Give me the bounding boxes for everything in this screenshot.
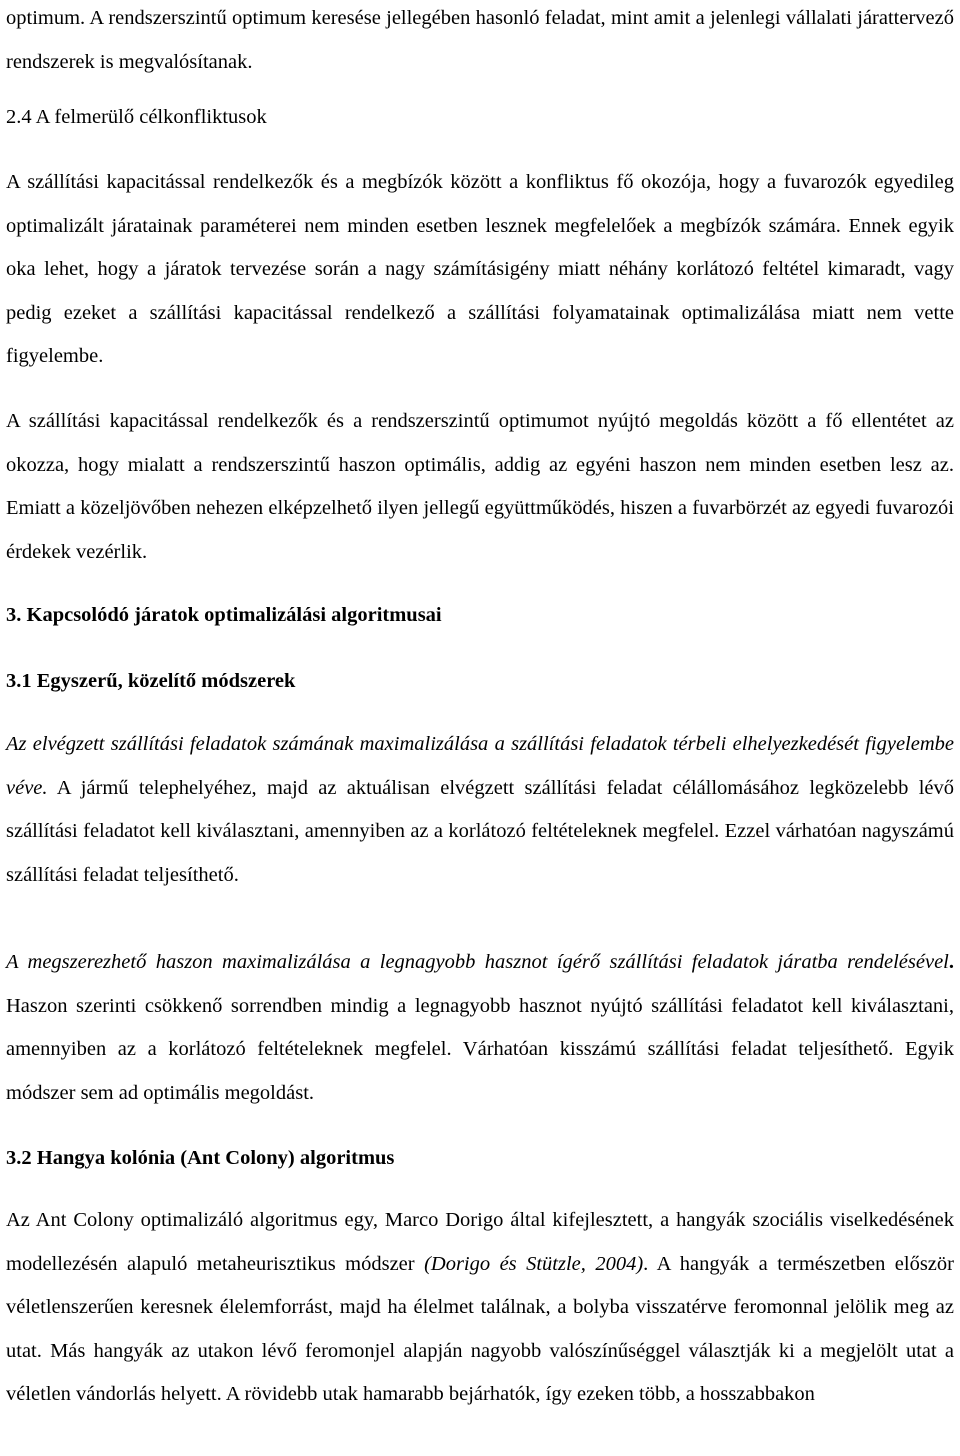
- section-heading-3: 3. Kapcsolódó járatok optimalizálási algoritmusai: [6, 604, 442, 626]
- citation: (Dorigo és Stützle, 2004): [424, 1252, 644, 1275]
- section-heading-3-2: 3.2 Hangya kolónia (Ant Colony) algoritmus: [6, 1147, 395, 1169]
- paragraph-method-1: [6, 723, 954, 897]
- paragraph-method-2: [6, 941, 954, 1115]
- paragraph-conflict-1: A szállítási kapacitással rendelkezők és a megbízók között a konfliktus fő okozója, hogy a fuvarozók egyedileg optimalizált járatainak paraméterei nem minden esetben lesznek megfelelőek a megbízók számára. Ennek egyik oka lehet, hogy a járatok tervezése során a nagy számításigény miatt néhány korlátozó feltétel kimaradt, vagy pedig ezeket a szállítási kapacitással rendelkező a szállítási folyamatainak optimalizálása miatt nem vette figyelembe.: [6, 171, 954, 368]
- paragraph-conflict-2: A szállítási kapacitással rendelkezők és a rendszerszintű optimumot nyújtó megoldás között a fő ellentétet az okozza, hogy mialatt a rendszerszintű haszon optimális, addig az egyéni haszon nem minden esetben lesz az. Emiatt a közeljövőben nehezen elképzelhető ilyen jellegű együttműködés, hiszen a fuvarbörzét az egyedi fuvarozói érdekek vezérlik.: [6, 410, 954, 563]
- ant-colony-body: . A hangyák a természetben először véletlenszerűen keresnek élelemforrást, majd ha élelmet találnak, a bolyba visszatérve feromonnal jelölik meg az utat. Más hangyák az utakon lévő feromonjel alapján nagyobb valószínűséggel választják ki a megjelölt utat a véletlen vándorlás helyett. A rövidebb utak hamarabb bejárhatók, így ezeken több, a hosszabbakon: [6, 1252, 954, 1406]
- ant-colony-intro: Az Ant Colony optimalizáló algoritmus egy, Marco Dorigo által kifejlesztett, a hangyák szociális viselkedésének modellezésén alapuló metaheurisztikus módszer: [6, 1209, 954, 1275]
- paragraph-ant-colony: [6, 1199, 954, 1417]
- method-2-title: A megszerezhető haszon maximalizálása a legnagyobb hasznot ígérő szállítási feladatok járatba rendelésével: [6, 951, 949, 973]
- method-2-body: Haszon szerinti csökkenő sorrendben mindig a legnagyobb hasznot nyújtó szállítási feladatot kell kiválasztani, amennyiben az a korlátozó feltételeknek megfelel. Várhatóan kisszámú szállítási feladat teljesíthető. Egyik módszer sem ad optimális megoldást.: [6, 994, 954, 1104]
- method-1-title: Az elvégzett szállítási feladatok számának maximalizálása a szállítási feladatok térbeli elhelyezkedését figyelembe véve.: [6, 733, 954, 799]
- section-heading-3-1: 3.1 Egyszerű, közelítő módszerek: [6, 670, 296, 692]
- paragraph-intro-tail: optimum. A rendszerszintű optimum keresése jellegében hasonló feladat, mint amit a jelenlegi vállalati járattervező rendszerek is megvalósítanak.: [6, 7, 954, 73]
- method-2-period: .: [948, 951, 954, 973]
- method-1-body: A jármű telephelyéhez, majd az aktuálisan elvégzett szállítási feladat célállomásához legközelebb lévő szállítási feladatot kell kiválasztani, amennyiben az a korlátozó feltételeknek megfelel. Ezzel várhatóan nagyszámú szállítási feladat teljesíthető.: [6, 776, 954, 886]
- section-heading-2-4: 2.4 A felmerülő célkonfliktusok: [6, 106, 267, 128]
